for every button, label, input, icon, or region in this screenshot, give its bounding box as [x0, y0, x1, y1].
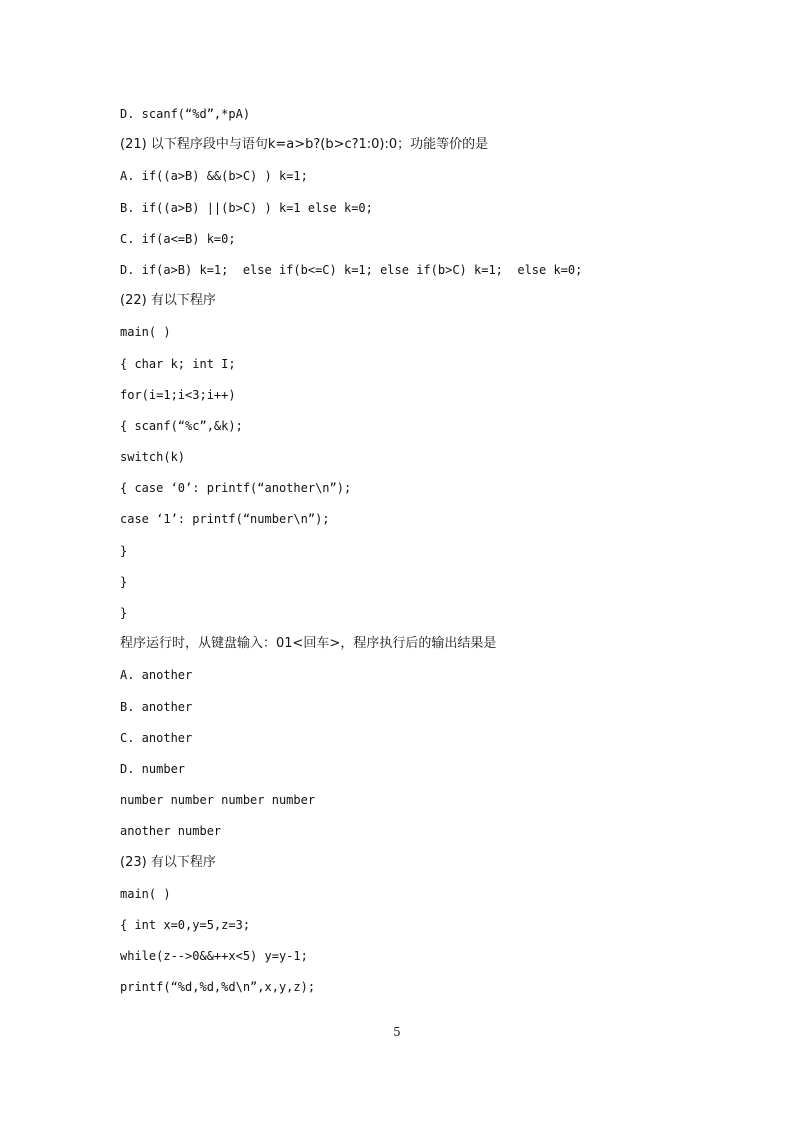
- answer-option: D. number: [120, 761, 186, 776]
- code-line: { char k; int I;: [120, 356, 236, 371]
- code-line: case ‘1’: printf(“number\n”);: [120, 512, 330, 527]
- code-line: for(i=1;i<3;i++): [120, 387, 236, 402]
- text-line: C. if(a<=B) k=0;: [120, 231, 236, 246]
- question-heading: (22) 有以下程序: [120, 293, 216, 309]
- answer-option: C. another: [120, 730, 193, 745]
- code-line: }: [120, 606, 128, 620]
- text-line: D. if(a>B) k=1; else if(b<=C) k=1; else if(b>C) k=1; else k=0;: [120, 262, 583, 277]
- text-line: another number: [120, 824, 222, 839]
- page-number: 5: [393, 1025, 401, 1039]
- code-line: }: [120, 574, 128, 589]
- code-line: main( ): [120, 886, 171, 901]
- page-content: [120, 104, 680, 1008]
- question-text: 程序运行时，从键盘输入：01<回车>，程序执行后的输出结果是: [120, 636, 497, 652]
- code-line: { case ‘0’: printf(“another\n”);: [120, 481, 352, 496]
- text-line: number number number number: [120, 793, 316, 808]
- code-line: { int x=0,y=5,z=3;: [120, 917, 251, 932]
- answer-option: A. another: [120, 668, 193, 683]
- answer-option: B. another: [120, 699, 193, 714]
- question-heading: (23) 有以下程序: [120, 854, 216, 870]
- code-line: }: [120, 543, 128, 558]
- code-line: printf(“%d,%d,%d\n”,x,y,z);: [120, 980, 316, 995]
- question-heading: (21) 以下程序段中与语句k=a>b?(b>c?1:0):0；功能等价的是: [120, 137, 489, 153]
- code-line: while(z-->0&&++x<5) y=y-1;: [120, 949, 308, 964]
- code-line: { scanf(“%c”,&k);: [120, 418, 243, 433]
- text-line: D. scanf(“%d”,*pA): [120, 107, 251, 121]
- text-line: A. if((a>B) &&(b>C) ) k=1;: [120, 169, 308, 184]
- code-line: switch(k): [120, 450, 186, 465]
- code-line: main( ): [120, 325, 171, 340]
- text-line: B. if((a>B) ||(b>C) ) k=1 else k=0;: [120, 200, 373, 215]
